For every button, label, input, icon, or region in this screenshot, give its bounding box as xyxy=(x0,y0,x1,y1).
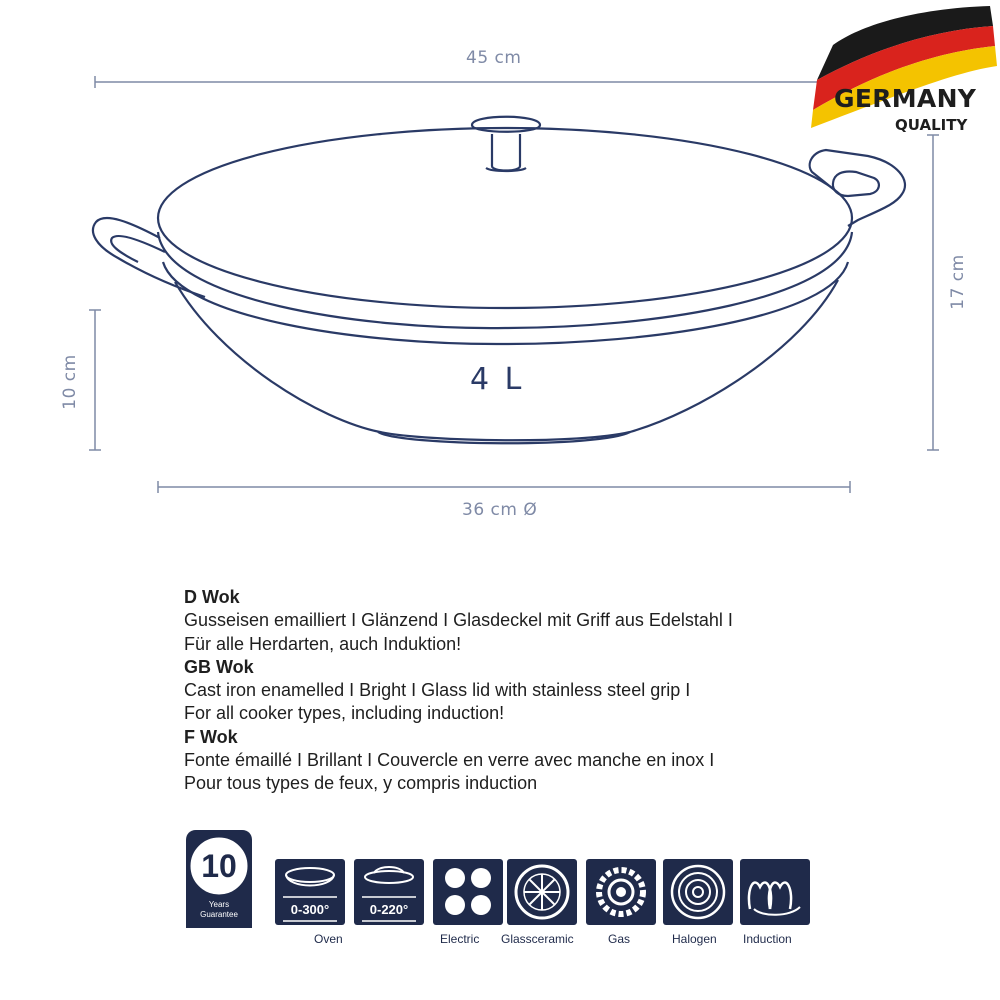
glassceramic-tile xyxy=(507,859,577,925)
desc-heading-fr: F Wok xyxy=(184,726,238,747)
oven-lid-tile xyxy=(354,859,424,925)
badge-title: GERMANY xyxy=(834,84,977,113)
diameter-label: 36 cm Ø xyxy=(462,500,538,520)
right-handle xyxy=(810,150,905,226)
desc-line-fr-1: Fonte émaillé I Brillant I Couvercle en verre avec manche en inox I xyxy=(184,750,715,771)
oven-tile xyxy=(275,859,345,925)
label-gas: Gas xyxy=(608,932,631,946)
cooker-icons-row xyxy=(184,830,824,960)
induction-tile xyxy=(740,859,810,925)
guarantee-years: 10 xyxy=(201,848,237,884)
gas-icon xyxy=(586,859,656,925)
label-glassceramic: Glassceramic xyxy=(501,932,574,946)
desc-line-gb-1: Cast iron enamelled I Bright I Glass lid with stainless steel grip I xyxy=(184,680,691,701)
lid xyxy=(158,128,852,308)
desc-line-fr-2: Pour tous types de feux, y compris induction xyxy=(184,773,538,794)
label-oven: Oven xyxy=(314,932,343,946)
oven-temp-1: 0-300° xyxy=(290,902,330,917)
capacity-label: 4 L xyxy=(470,362,525,397)
halogen-tile xyxy=(663,859,733,925)
label-halogen: Halogen xyxy=(672,932,717,946)
desc-line-de-1: Gusseisen emailliert I Glänzend I Glasdeckel mit Griff aus Edelstahl I xyxy=(184,610,733,631)
product-descriptions xyxy=(184,586,904,796)
label-electric: Electric xyxy=(440,932,480,946)
electric-icon xyxy=(433,859,503,925)
guarantee-text-1: Years xyxy=(208,900,230,909)
desc-line-gb-2: For all cooker types, including induction! xyxy=(184,703,505,724)
glassceramic-icon xyxy=(507,859,577,925)
badge-subtitle: QUALITY xyxy=(895,116,968,134)
gas-tile xyxy=(586,859,656,925)
lid-knob xyxy=(492,134,520,171)
left-handle xyxy=(93,218,205,297)
height-body-label: 10 cm xyxy=(60,354,80,410)
height-total-label: 17 cm xyxy=(948,254,968,310)
halogen-icon xyxy=(663,859,733,925)
electric-tile xyxy=(433,859,503,925)
desc-heading-gb: GB Wok xyxy=(184,656,254,677)
oven-temp-2: 0-220° xyxy=(369,902,409,917)
label-induction: Induction xyxy=(743,932,792,946)
desc-heading-de: D Wok xyxy=(184,587,240,607)
width-label: 45 cm xyxy=(466,48,522,68)
induction-icon xyxy=(740,859,810,925)
desc-line-de-2: Für alle Herdarten, auch Induktion! xyxy=(184,633,462,654)
guarantee-badge xyxy=(184,830,254,930)
guarantee-text-2: Guarantee xyxy=(200,910,238,919)
